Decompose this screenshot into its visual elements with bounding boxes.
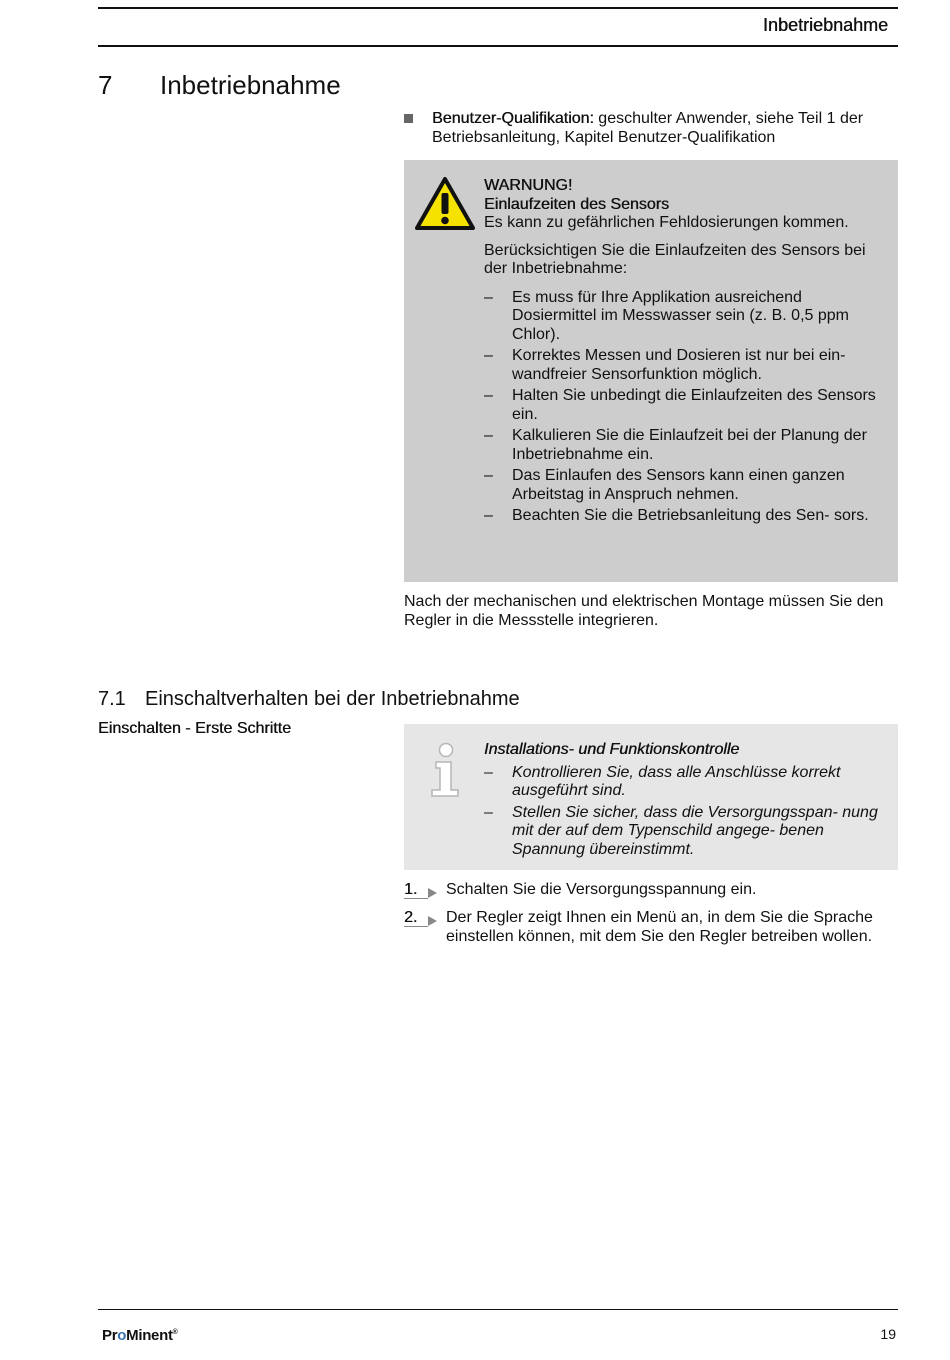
qualification-text: geschulter Anwender, siehe Teil 1 der Betriebsanleitung, Kapitel Benutzer-Qualifikation [432, 110, 864, 146]
prominent-logo: ProMinent® [102, 1327, 178, 1344]
list-item: – Beachten Sie die Betriebsanleitung des Sen- sors. [484, 507, 869, 524]
warning-box [404, 160, 898, 582]
list-item: – Das Einlaufen des Sensors kann einen ganzen Arbeitstag in Anspruch nehmen. [484, 467, 845, 503]
qualification-bullet [404, 109, 894, 147]
footer-rule [98, 1309, 898, 1310]
section-title: Einschaltverhalten bei der Inbetriebnahme [145, 688, 520, 710]
step-list [404, 880, 898, 955]
arrow-right-icon [428, 916, 437, 926]
body-paragraph: Nach der mechanischen und elektrischen Montage müssen Sie den Regler in die Messstelle integrieren. [404, 593, 884, 629]
step-text: Schalten Sie die Versorgungsspannung ein. [446, 881, 757, 898]
arrow-right-icon [428, 888, 437, 898]
info-icon [428, 742, 464, 798]
info-list [484, 764, 879, 860]
chapter-number: 7 [98, 70, 113, 100]
list-item: – Kalkulieren Sie die Einlaufzeit bei der Planung der Inbetriebnahme ein. [484, 427, 867, 463]
list-item: – Es muss für Ihre Applikation ausreichend Dosiermittel im Messwasser sein (z. B. 0,5 ppm Chlor). [484, 288, 849, 343]
section-number: 7.1 [98, 688, 126, 710]
square-bullet-icon [404, 114, 413, 123]
page-number: 19 [880, 1326, 896, 1342]
list-item: – Kontrollieren Sie, dass alle Anschlüsse korrekt ausgeführt sind. [484, 763, 841, 799]
qualification-label: Benutzer-Qualifikation: [432, 110, 594, 127]
info-box [404, 724, 898, 870]
header-rule-top [98, 7, 898, 9]
header-rule-bottom [98, 45, 898, 47]
info-title: Installations- und Funktionskontrolle [484, 741, 740, 758]
subheading: Einschalten - Erste Schritte [98, 720, 291, 737]
step-number: 1. [404, 881, 418, 898]
warning-consequence: Es kann zu gefährlichen Fehldosierungen kommen. [484, 214, 849, 231]
warning-triangle-icon [414, 176, 476, 232]
step-number: 2. [404, 909, 418, 926]
list-item: – Stellen Sie sicher, dass die Versorgungsspan- nung mit der auf dem Typenschild angege- benen Spannung übereinstimmt. [484, 803, 878, 858]
step-item [404, 908, 898, 946]
warning-intro: Berücksichtigen Sie die Einlaufzeiten des Sensors bei der Inbetriebnahme: [484, 241, 866, 277]
step-item [404, 880, 898, 899]
list-item: – Halten Sie unbedingt die Einlaufzeiten des Sensors ein. [484, 387, 876, 423]
section-heading [98, 688, 520, 711]
running-header-title: Inbetriebnahme [762, 15, 888, 35]
warning-signal-word: WARNUNG! [484, 177, 573, 194]
warning-title: Einlaufzeiten des Sensors [484, 195, 669, 213]
step-text: Der Regler zeigt Ihnen ein Menü an, in dem Sie die Sprache einstellen können, mit dem Sie den Regler betreiben wollen. [446, 909, 873, 945]
list-item: – Korrektes Messen und Dosieren ist nur bei ein- wandfreier Sensorfunktion möglich. [484, 347, 846, 383]
chapter-title: Inbetriebnahme [160, 70, 341, 100]
warning-list [484, 289, 879, 526]
